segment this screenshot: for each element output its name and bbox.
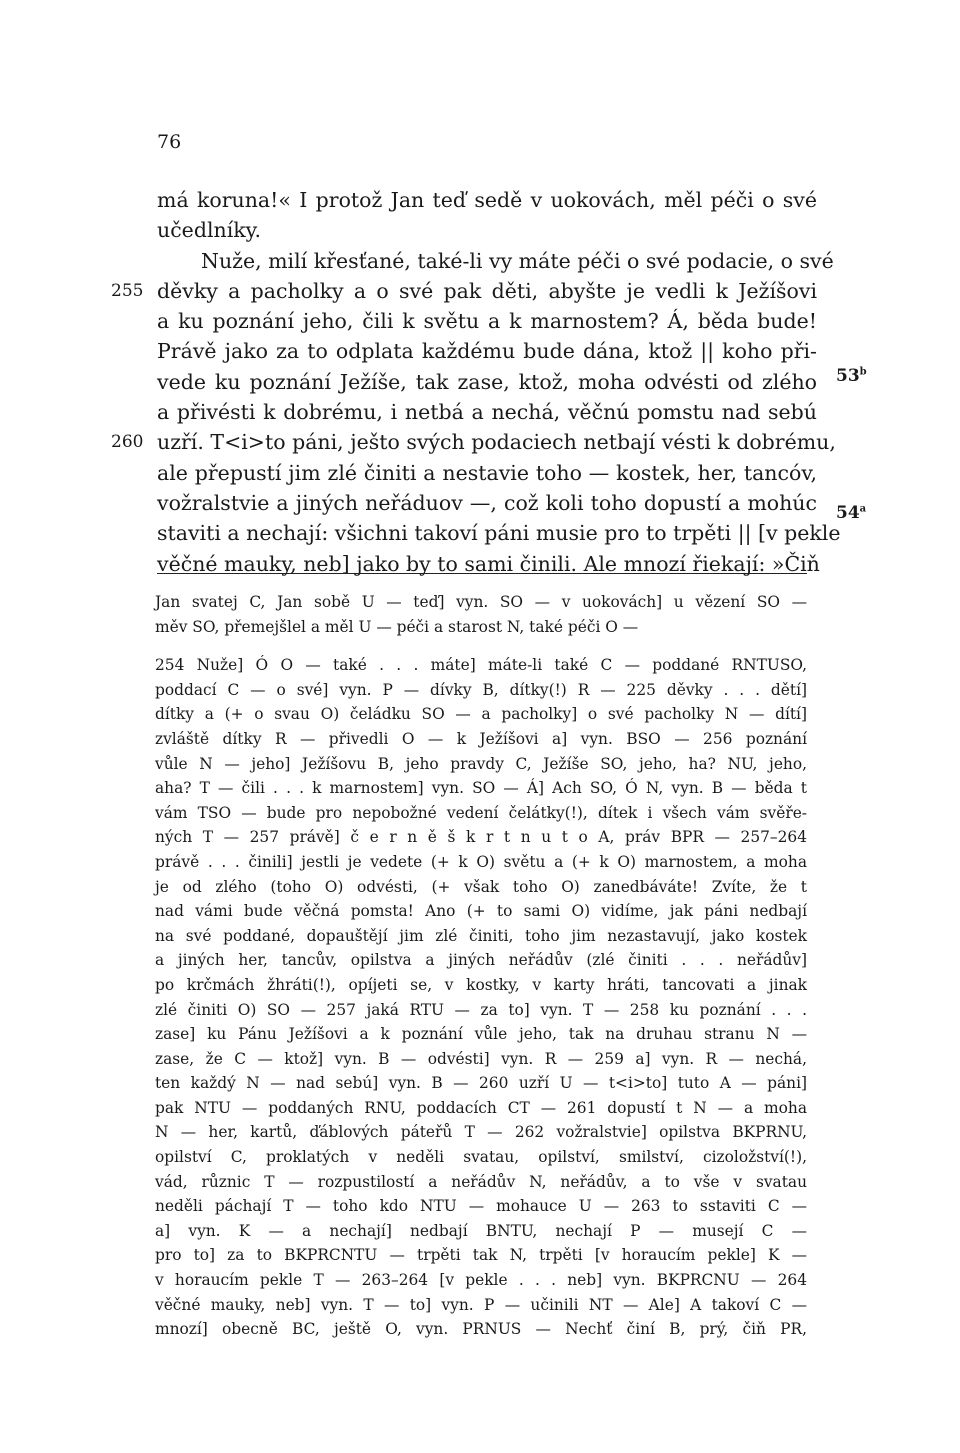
apparatus-line: vám TSO — bude pro nepobožné vedení čelátky(!), dítek i všech vám svěře- <box>155 803 807 822</box>
apparatus-line: zase] ku Pánu Ježíšovi a k poznání vůle jeho, tak na druhau stranu N — <box>155 1025 807 1044</box>
text-line <box>157 336 817 366</box>
text-line-content: má koruna!« I protož Jan teď sedě v uokovách, měl péči o své <box>157 188 817 212</box>
apparatus-line: Jan svatej C, Jan sobě U — teď] vyn. SO — v uokovách] u vězení SO — <box>155 593 807 611</box>
apparatus-line: pro to] za to BKPRCNTU — trpěti tak N, trpěti [v horaucím pekle] K — <box>155 1246 807 1265</box>
apparatus-line: 254 Nuže] Ó O — také . . . máte] máte-li také C — poddané RNTUSO, <box>155 656 807 675</box>
page-number: 76 <box>157 131 182 153</box>
text-line <box>157 215 817 245</box>
text-line-content: učedlníky. <box>157 218 262 243</box>
apparatus-line: pak NTU — poddaných RNU, poddacích CT — 261 dopustí t N — a moha <box>155 1098 807 1117</box>
text-line <box>157 518 841 548</box>
text-line-content: vožralstvie a jiných neřáduov —, což koli toho dopustí a mohúc <box>157 490 817 515</box>
text-line-content: uzří. T<i>to páni, ješto svých podaciech netbají vésti k dobrému, <box>157 430 836 455</box>
apparatus-line: mnozí] obecně BC, ještě O, vyn. PRNUS — Nechť činí B, prý, čiň PR, <box>155 1320 807 1339</box>
text-line <box>157 397 817 427</box>
apparatus-line: zvláště dítky R — přivedli O — k Ježíšovi a] vyn. BSO — 256 poznání <box>155 729 807 748</box>
apparatus-block-1 <box>155 590 807 639</box>
apparatus-line: věčné mauky, neb] vyn. T — to] vyn. P — učinili NT — Ale] A takoví C — <box>155 1295 807 1314</box>
apparatus-line: zlé činiti O) SO — 257 jaká RTU — za to] vyn. T — 258 ku poznání . . . <box>155 1000 807 1019</box>
text-line-content: věčné mauky, neb] jako by to sami činili. Ale mnozí řiekají: »Čiň <box>157 551 820 576</box>
apparatus-line: aha? T — čili . . . k marnostem] vyn. SO — Á] Ach SO, Ó N, vyn. B — běda t <box>155 779 807 798</box>
apparatus-line: právě . . . činili] jestli je vedete (+ k O) světu a (+ k O) marnostem, a moha <box>155 852 807 871</box>
apparatus-line: poddací C — o své] vyn. P — dívky B, dítky(!) R — 225 děvky . . . dětí] <box>155 680 807 699</box>
apparatus-line: a] vyn. K — a nechají] nedbají BNTU, nechají P — musejí C — <box>155 1221 807 1240</box>
apparatus-line: a jiných her, tancův, opilstva a jiných neřádův (zlé činiti . . . neřádův] <box>155 951 807 970</box>
apparatus-line: po krčmách žhráti(!), opíjeti se, v kostky, v karty hráti, tancovati a jinak <box>155 975 807 994</box>
apparatus-line: opilství C, proklatých v neděli svatau, opilství, smilství, cizoložství(!), <box>155 1148 807 1167</box>
line-number: 260 <box>111 432 144 453</box>
text-line-content: Nuže, milí křesťané, také-li vy máte péči o své podacie, o své <box>201 248 834 273</box>
line-number: 255 <box>111 280 144 301</box>
margin-note-sup: a <box>859 503 867 515</box>
apparatus-line: v horaucím pekle T — 263–264 [v pekle . . . neb] vyn. BKPRCNU — 264 <box>155 1271 807 1290</box>
margin-note-label: 54 <box>836 503 860 523</box>
text-line-content: děvky a pacholky a o své pak děti, abyšte je vedli k Ježíšovi <box>157 278 817 303</box>
text-line <box>111 427 836 457</box>
apparatus-line: neděli páchají T — toho kdo NTU — mohauce U — 263 to sstaviti C — <box>155 1197 807 1216</box>
text-line <box>157 367 817 397</box>
text-line <box>157 488 817 518</box>
apparatus-block-2 <box>155 653 807 1342</box>
text-line-content: Právě jako za to odplata každému bude dána, ktož || koho při- <box>157 339 817 364</box>
main-text <box>111 185 841 579</box>
text-line <box>157 185 817 215</box>
apparatus-line: N — her, kartů, ďáblových páteřů T — 262 vožralstvie] opilstva BKPRNU, <box>155 1123 807 1142</box>
text-line-content: ale přepustí jim zlé činiti a nestavie toho — kostek, her, tancóv, <box>157 460 817 485</box>
footnote-divider <box>157 573 807 574</box>
margin-note-sup: b <box>859 366 867 378</box>
apparatus-line: ten každý N — nad sebú] vyn. B — 260 uzří U — t<i>to] tuto A — páni] <box>155 1074 807 1093</box>
apparatus-line: nad vámi bude věčná pomsta! Ano (+ to sami O) vidíme, jak páni nedbají <box>155 902 807 921</box>
margin-note-53b <box>836 366 867 386</box>
text-line <box>157 458 817 488</box>
text-line-content: staviti a nechají: všichni takoví páni musie pro to trpěti || [v pekle <box>157 521 841 546</box>
text-line <box>157 549 820 579</box>
apparatus-line: je od zlého (toho O) odvésti, (+ však toho O) zanedbáváte! Zvíte, že t <box>155 877 807 896</box>
apparatus-line: ných T — 257 právě] č e r n ě š k r t n u t o A, práv BPR — 257–264 <box>155 828 807 847</box>
critical-apparatus <box>155 590 807 1342</box>
text-line <box>157 306 817 336</box>
apparatus-line: dítky a (+ o svau O) čeládku SO — a pacholky] o své pacholky N — dítí] <box>155 705 807 724</box>
apparatus-line: vůle N — jeho] Ježíšovu B, jeho pravdy C, Ježíše SO, jeho, ha? NU, jeho, <box>155 754 807 773</box>
text-line-content: vede ku poznání Ježíše, tak zase, ktož, moha odvésti od zlého <box>157 369 817 394</box>
apparatus-line: měv SO, přemejšlel a měl U — péči a starost N, také péči O — <box>155 617 639 636</box>
margin-note-54a <box>836 503 866 523</box>
apparatus-line: na své poddané, dopauštějí jim zlé činiti, toho jim nezastavují, jako kostek <box>155 926 807 945</box>
apparatus-line: vád, různic T — rozpustilostí a neřádův N, neřádův, a to vše v svatau <box>155 1172 807 1191</box>
text-line <box>111 276 817 306</box>
apparatus-line: zase, že C — ktož] vyn. B — odvésti] vyn. R — 259 a] vyn. R — nechá, <box>155 1049 807 1068</box>
text-line-content: a ku poznání jeho, čili k světu a k marnostem? Á, běda bude! <box>157 309 817 334</box>
margin-note-label: 53 <box>836 366 860 386</box>
text-line-content: a přivésti k dobrému, i netbá a nechá, věčnú pomstu nad sebú <box>157 400 817 425</box>
text-line <box>157 246 834 276</box>
